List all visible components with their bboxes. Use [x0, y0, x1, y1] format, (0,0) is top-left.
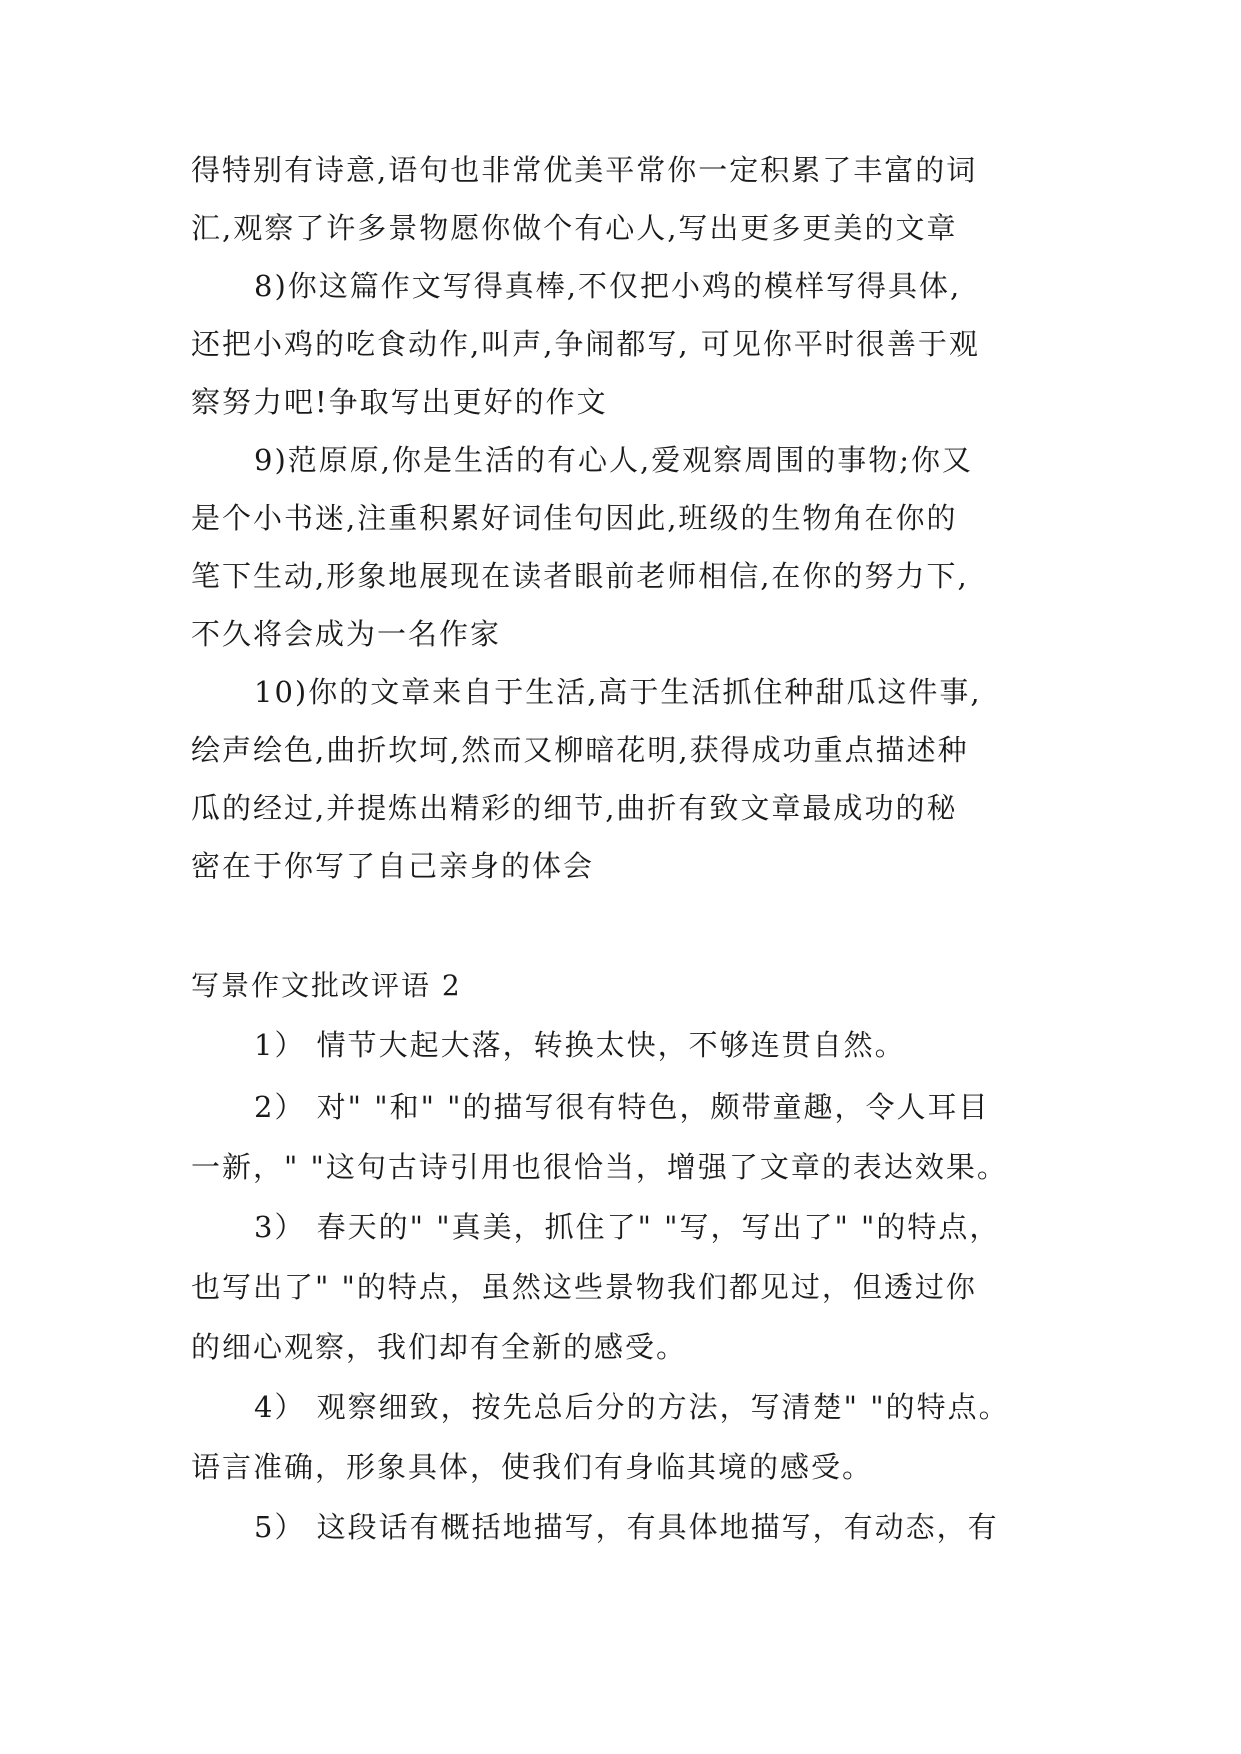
text-line: 得特别有诗意,语句也非常优美平常你一定积累了丰富的词 [191, 153, 978, 187]
paragraph-start-line: 4） 观察细致，按先总后分的方法，写清楚" "的特点。 [254, 1390, 1010, 1424]
paragraph-start-line: 1） 情节大起大落，转换太快，不够连贯自然。 [254, 1028, 906, 1062]
text-line: 还把小鸡的吃食动作,叫声,争闹都写, 可见你平时很善于观 [191, 327, 980, 361]
text-line: 密在于你写了自己亲身的体会 [191, 849, 595, 883]
paragraph-start-line: 10)你的文章来自于生活,高于生活抓住种甜瓜这件事, [254, 675, 982, 709]
text-line: 察努力吧!争取写出更好的作文 [191, 385, 608, 419]
text-line: 绘声绘色,曲折坎坷,然而又柳暗花明,获得成功重点描述种 [191, 733, 969, 767]
text-line: 瓜的经过,并提炼出精彩的细节,曲折有致文章最成功的秘 [191, 791, 958, 825]
section-heading: 写景作文批改评语 2 [191, 969, 462, 1002]
text-line: 语言准确，形象具体，使我们有身临其境的感受。 [191, 1450, 874, 1484]
paragraph-start-line: 5） 这段话有概括地描写，有具体地描写，有动态，有 [254, 1510, 999, 1544]
text-line: 的细心观察，我们却有全新的感受。 [191, 1330, 688, 1364]
paragraph-start-line: 3） 春天的" "真美，抓住了" "写，写出了" "的特点， [254, 1210, 1001, 1244]
text-line: 也写出了" "的特点，虽然这些景物我们都见过，但透过你 [191, 1270, 977, 1304]
text-line: 一新，" "这句古诗引用也很恰当，增强了文章的表达效果。 [191, 1150, 1008, 1184]
paragraph-start-line: 8)你这篇作文写得真棒,不仅把小鸡的模样写得具体, [254, 269, 962, 303]
paragraph-start-line: 2） 对" "和" "的描写很有特色，颇带童趣，令人耳目 [254, 1090, 990, 1124]
paragraph-start-line: 9)范原原,你是生活的有心人,爱观察周围的事物;你又 [254, 443, 973, 477]
text-line: 是个小书迷,注重积累好词佳句因此,班级的生物角在你的 [191, 501, 958, 535]
text-line: 不久将会成为一名作家 [191, 617, 502, 651]
text-line: 汇,观察了许多景物愿你做个有心人,写出更多更美的文章 [191, 211, 958, 245]
text-line: 笔下生动,形象地展现在读者眼前老师相信,在你的努力下, [191, 559, 969, 593]
